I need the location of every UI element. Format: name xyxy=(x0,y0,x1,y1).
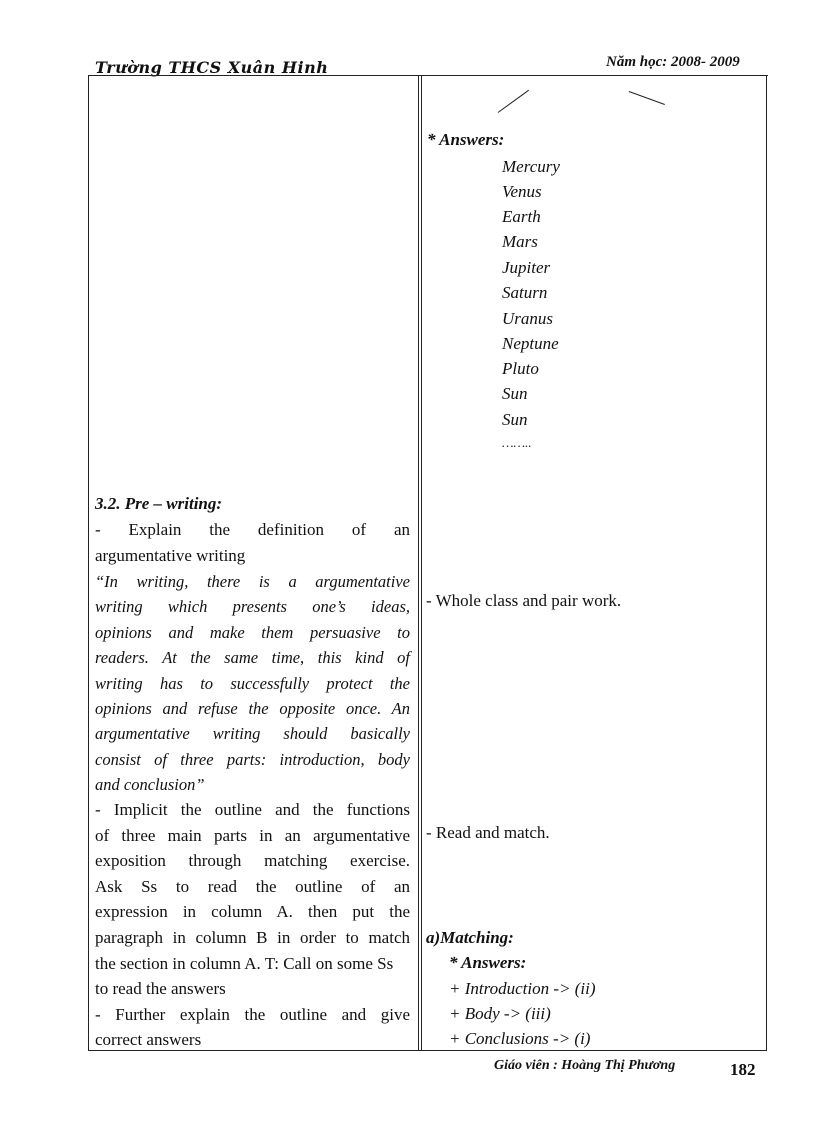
text-line: Ask Ss to read the outline of an xyxy=(95,876,410,896)
answer-item: Sun xyxy=(502,410,528,429)
answer-item: Jupiter xyxy=(502,258,551,277)
answer-item: Earth xyxy=(502,207,541,226)
page-number: 182 xyxy=(730,1060,756,1079)
answer-item: Mercury xyxy=(502,157,560,176)
year-label: Năm học: xyxy=(606,54,668,70)
matching-answers-heading: * Answers: xyxy=(449,953,527,972)
matching-answer: + Introduction -> (ii) xyxy=(449,979,596,998)
quote-line: and conclusion” xyxy=(95,775,205,795)
matching-answer: + Conclusions -> (i) xyxy=(449,1029,591,1048)
quote-line: opinions and refuse the opposite once. An xyxy=(95,699,410,719)
whole-class-note: - Whole class and pair work. xyxy=(426,591,622,610)
quote-line: writing has to successfully protect the xyxy=(95,673,410,693)
read-match-note: - Read and match. xyxy=(426,823,550,842)
implicit-block xyxy=(95,797,410,1053)
quote-line: readers. At the same time, this kind of xyxy=(95,648,410,668)
column-divider xyxy=(418,75,419,1051)
matching-answer: + Body -> (iii) xyxy=(449,1004,551,1023)
matching-heading: a)Matching: xyxy=(426,928,514,947)
answer-item: Uranus xyxy=(502,309,554,328)
teacher-name: Giáo viên : Hoàng Thị Phương xyxy=(494,1058,676,1073)
text-line: of three main parts in an argumentative xyxy=(95,825,410,845)
quote-line: writing which presents one’s ideas, xyxy=(95,597,410,617)
answer-item: Sun xyxy=(502,384,528,403)
text-line: T: Call on some Ss to read the answers xyxy=(95,953,394,999)
text-line: paragraph in column B in order to match xyxy=(95,927,410,947)
definition-quote xyxy=(95,569,410,798)
answer-ellipsis: …….. xyxy=(502,435,532,450)
answer-item: Venus xyxy=(502,182,542,201)
quote-line: consist of three parts: introduction, body xyxy=(95,749,410,769)
quote-line: opinions and make them persuasive to xyxy=(95,622,410,642)
answers-heading: * Answers: xyxy=(427,130,505,149)
year-value: 2008- 2009 xyxy=(671,54,740,70)
answer-item: Mars xyxy=(502,232,538,251)
column-divider-inner xyxy=(421,75,422,1051)
answer-item: Saturn xyxy=(502,283,548,302)
explain-block xyxy=(95,517,410,568)
school-year xyxy=(606,54,740,71)
text-line: - Implicit the outline and the functions xyxy=(95,800,410,819)
text-line: expression in column A. then put the xyxy=(95,902,410,922)
text-line: - Explain the definition of an xyxy=(95,520,410,539)
quote-line: “In writing, there is a argumentative xyxy=(95,572,410,591)
text-line: the section in column A. xyxy=(95,953,261,973)
answer-item: Neptune xyxy=(502,334,559,353)
text-line: exposition through matching exercise. xyxy=(95,851,410,871)
text-line: argumentative writing xyxy=(95,545,246,565)
text-line: correct answers xyxy=(95,1030,202,1050)
answer-item: Pluto xyxy=(502,359,539,378)
school-name: Trường THCS Xuân Hinh xyxy=(95,58,329,77)
text-line: - Further explain the outline and give xyxy=(95,1004,410,1024)
quote-line: argumentative writing should basically xyxy=(95,724,410,744)
section-heading: 3.2. Pre – writing: xyxy=(95,494,223,513)
